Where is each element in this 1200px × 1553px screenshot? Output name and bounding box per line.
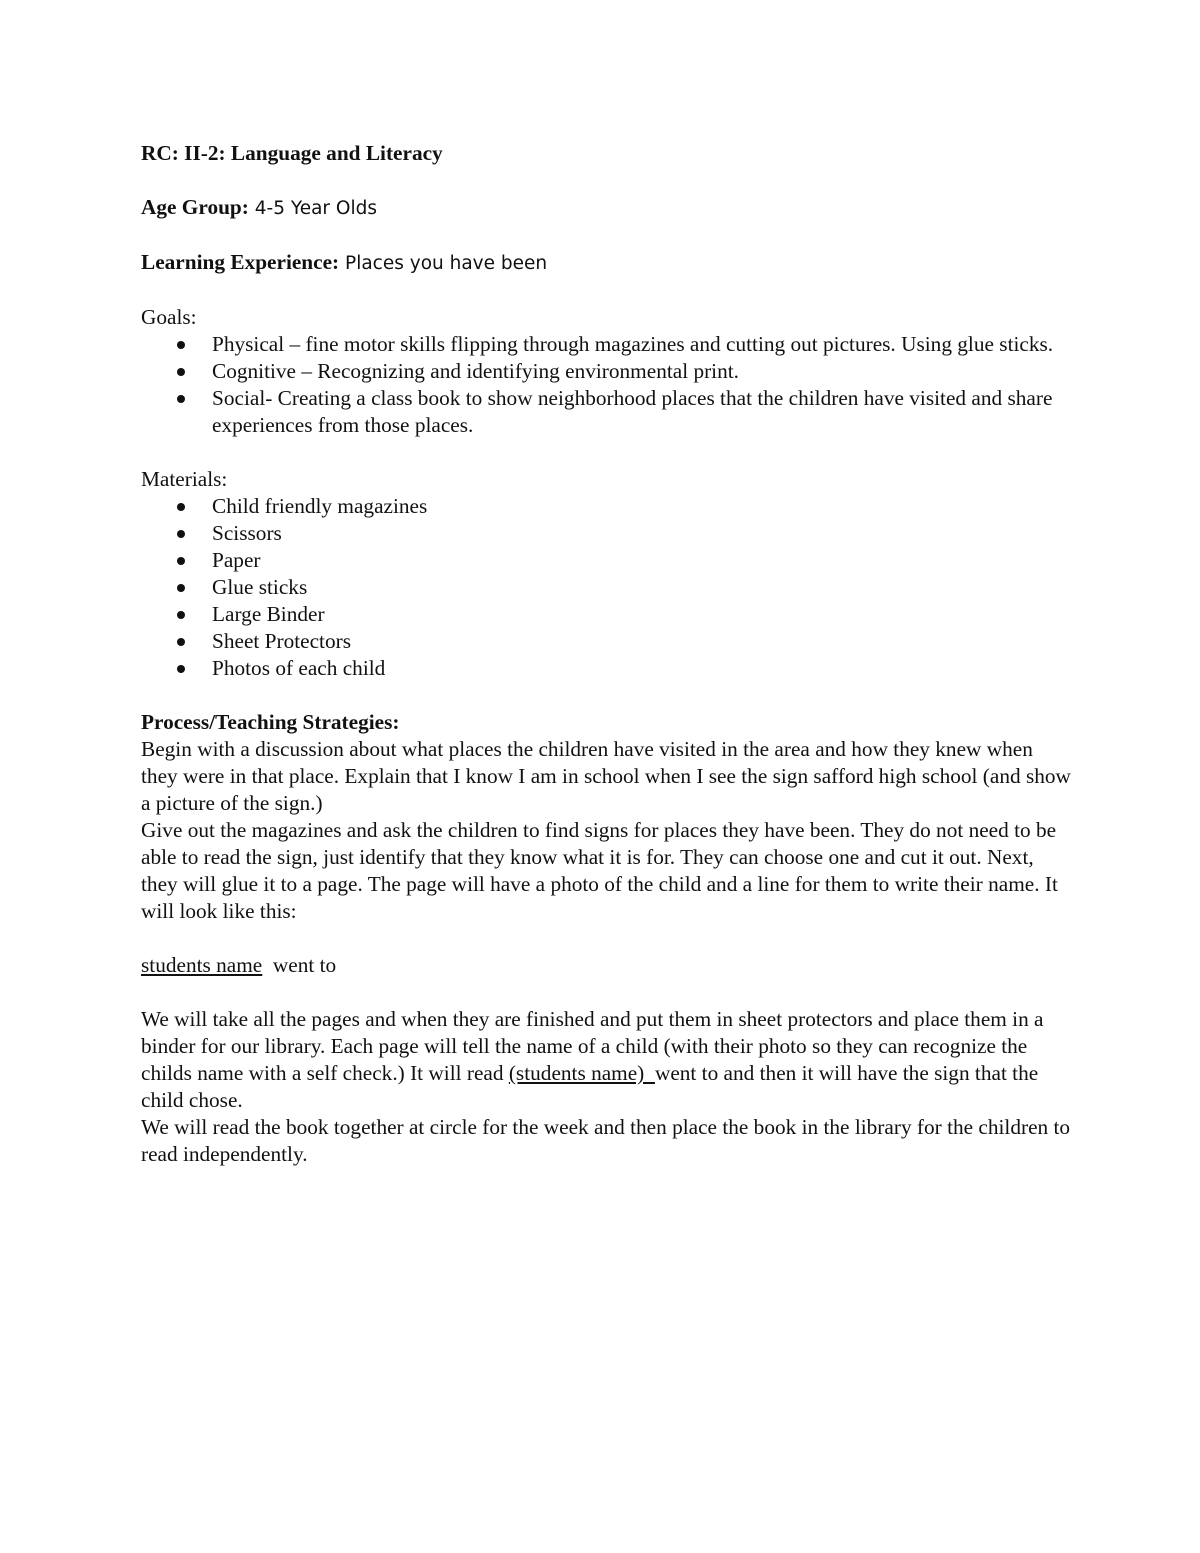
age-group-line	[141, 194, 1071, 222]
spacer	[141, 439, 1071, 466]
material-item: Sheet Protectors	[212, 628, 1071, 655]
material-item: Paper	[212, 547, 1071, 574]
example-went-to: went to	[262, 953, 337, 977]
goal-item-social: Social- Creating a class book to show neighborhood places that the children have visited and share experiences from those places.	[212, 385, 1071, 439]
process-paragraph-1: Begin with a discussion about what places the children have visited in the area and how they knew when they were in that place. Explain that I know I am in school when I see the sign safford high school (and show a picture of the sign.)	[141, 737, 1071, 815]
material-item: Photos of each child	[212, 655, 1071, 682]
paragraph-3-students-name: (students name)	[508, 1061, 655, 1085]
rc-heading	[141, 140, 1071, 167]
process-paragraph-3	[141, 1006, 1071, 1114]
material-item: Child friendly magazines	[212, 493, 1071, 520]
learning-experience-label: Learning Experience:	[141, 250, 340, 274]
example-line	[141, 952, 1071, 979]
age-group-value: 4-5 Year Olds	[248, 198, 377, 219]
paragraph-3-end: went to and then it will have the sign that the child chose.	[141, 1061, 1039, 1112]
process-heading: Process/Teaching Strategies:	[141, 710, 400, 734]
material-item: Large Binder	[212, 601, 1071, 628]
age-group-label: Age Group:	[141, 195, 249, 219]
rc-label: RC: II-2: Language and Literacy	[141, 141, 443, 165]
goal-item-cognitive: Cognitive – Recognizing and identifying environmental print.	[212, 358, 1071, 385]
material-item: Glue sticks	[212, 574, 1071, 601]
example-students-name: students name	[141, 953, 263, 977]
learning-experience-value: Places you have been	[339, 253, 548, 274]
goals-list	[141, 331, 1071, 439]
material-item: Scissors	[212, 520, 1071, 547]
goals-heading: Goals:	[141, 305, 197, 329]
paragraph-3-start: We will take all the pages and when they are finished and put them in sheet protectors and place them in a binder for our library. Each page will tell the name of a child (with their photo so they can recognize the childs name with a self check.) It will read	[141, 1007, 1044, 1085]
spacer	[141, 682, 1071, 709]
spacer	[141, 979, 1071, 1006]
goal-item-physical: Physical – fine motor skills flipping through magazines and cutting out pictures. Using glue sticks.	[212, 331, 1071, 358]
materials-list	[141, 493, 1071, 682]
spacer	[141, 925, 1071, 952]
process-paragraph-2: Give out the magazines and ask the children to find signs for places they have been. They do not need to be able to read the sign, just identify that they know what it is for. They can choose one and cut it out. Next, they will glue it to a page. The page will have a photo of the child and a line for them to write their name. It will look like this:	[141, 818, 1058, 923]
materials-heading: Materials:	[141, 467, 228, 491]
learning-experience-line	[141, 249, 1071, 277]
process-paragraph-4: We will read the book together at circle for the week and then place the book in the library for the children to read independently.	[141, 1115, 1071, 1166]
document-body	[141, 140, 1071, 1168]
